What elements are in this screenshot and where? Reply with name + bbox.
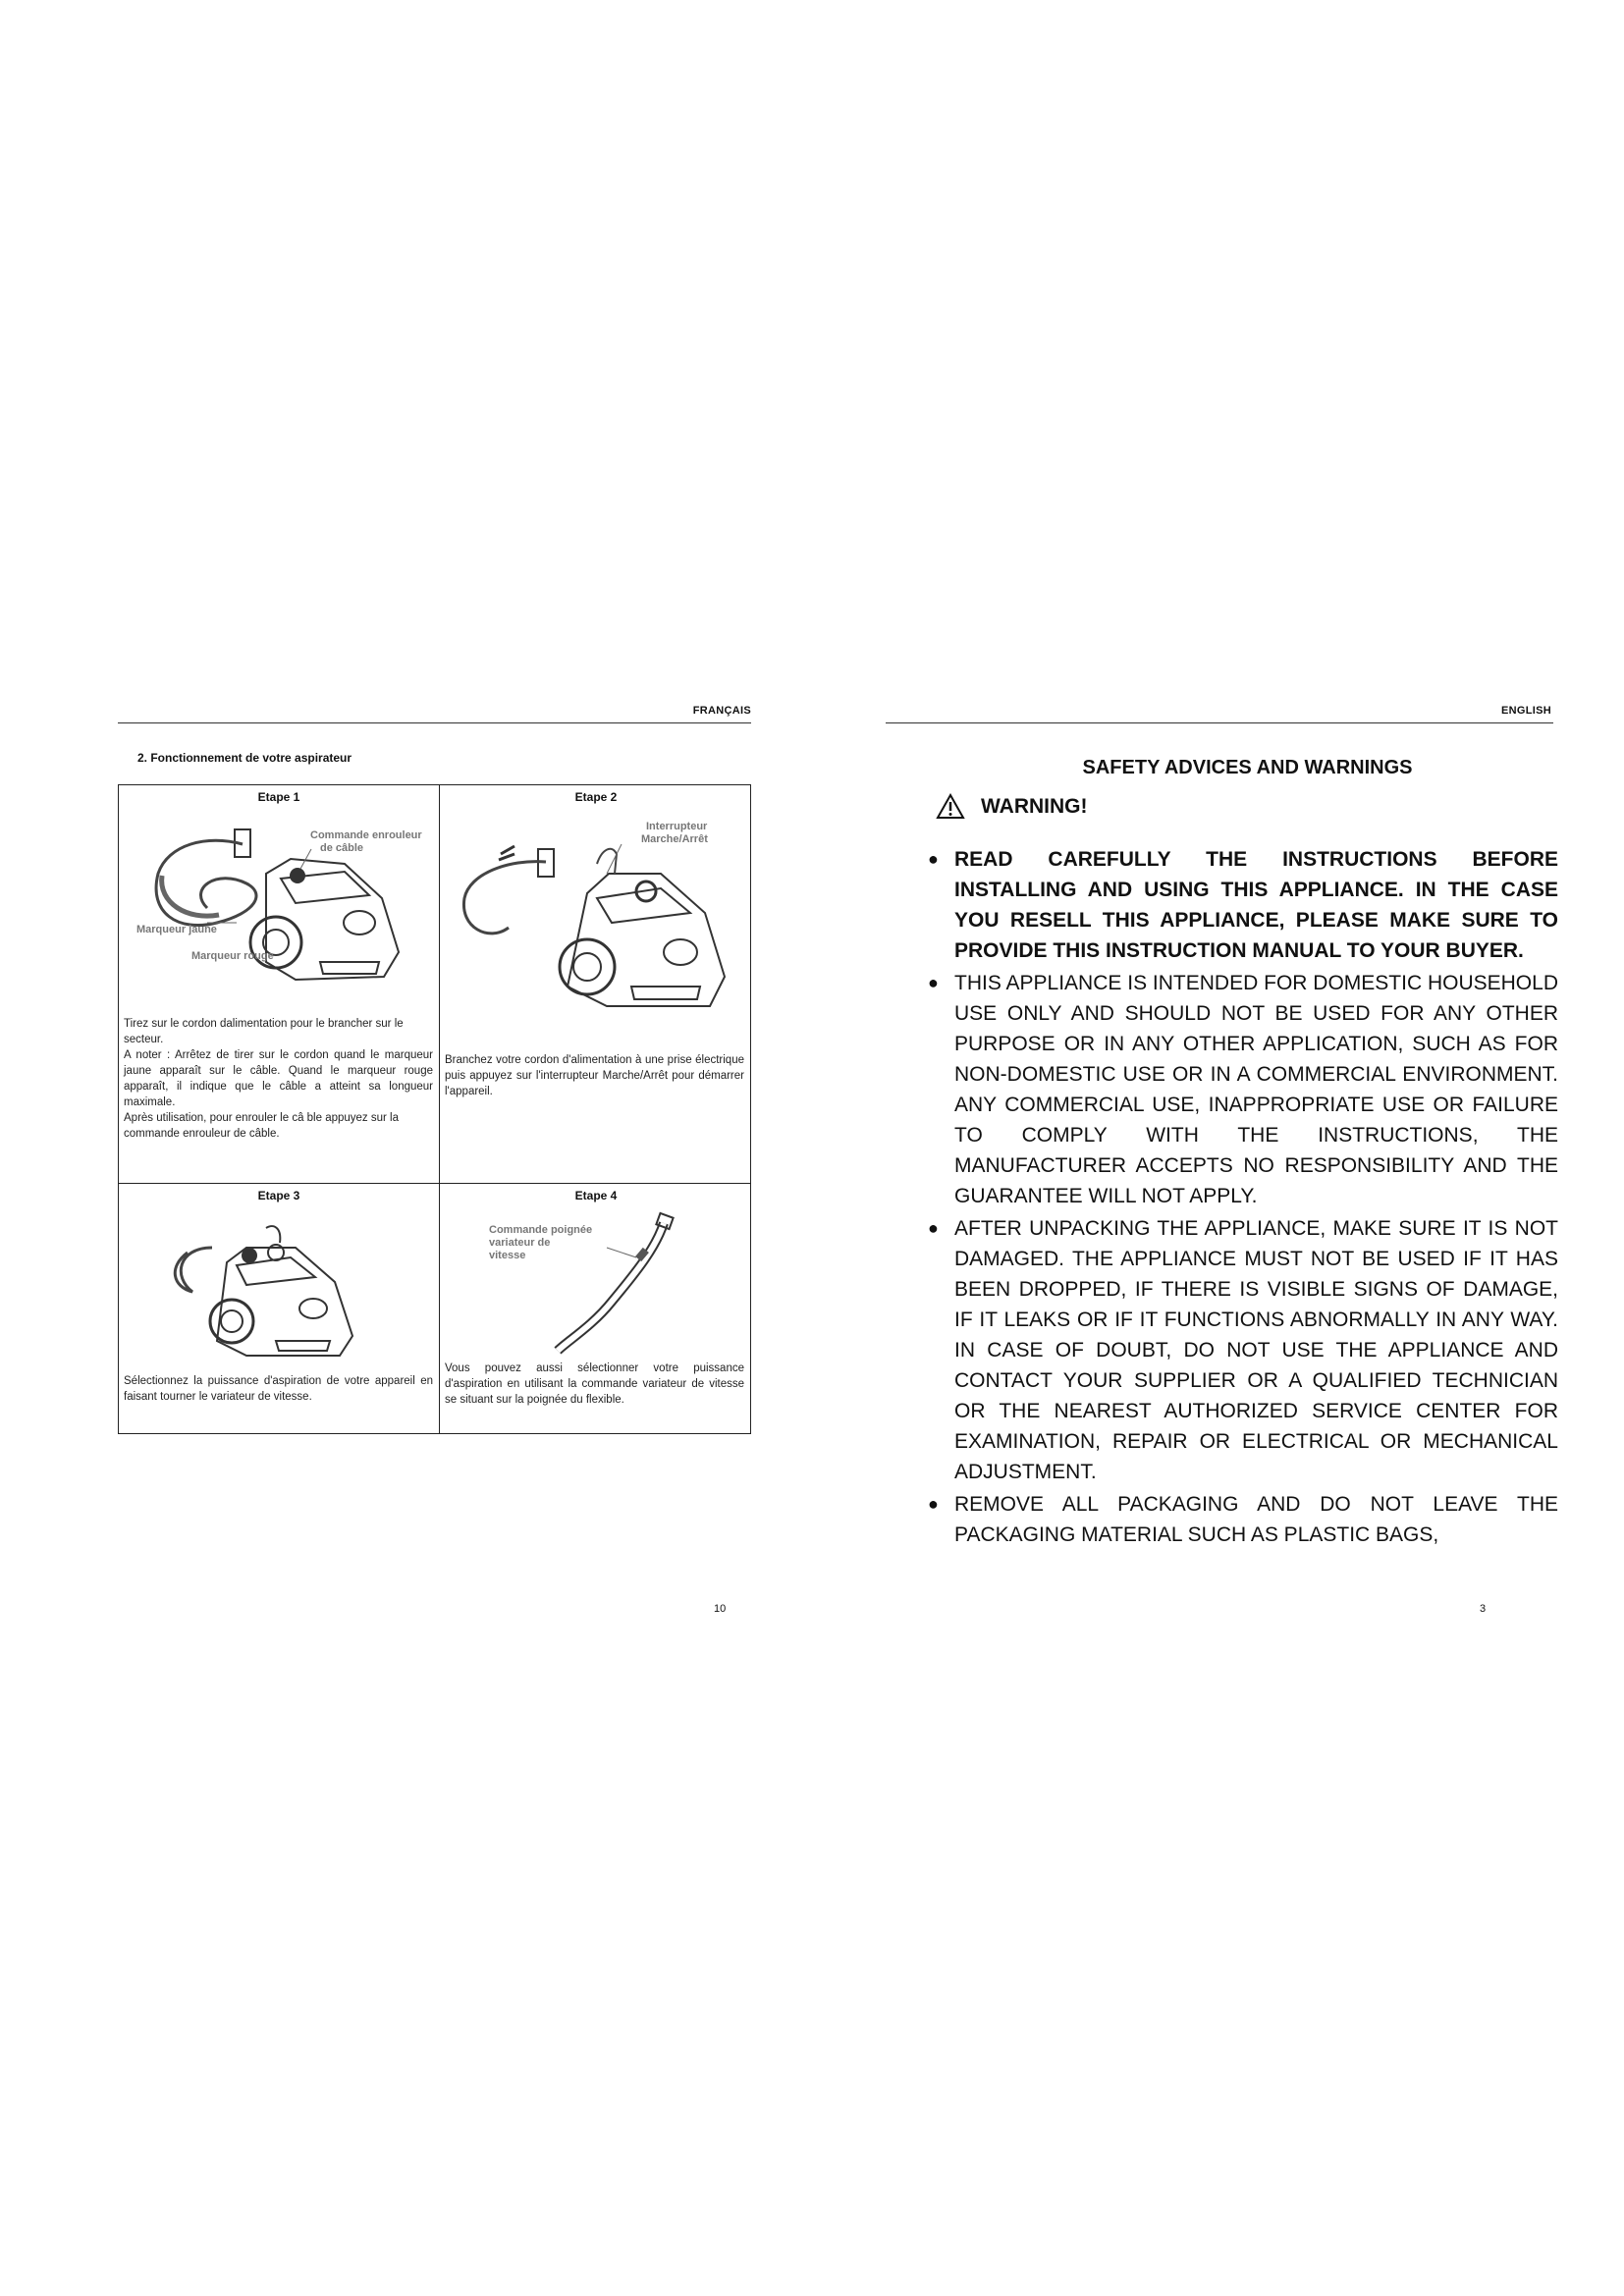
label-switch-2: Marche/Arrêt (641, 833, 708, 845)
language-header: ENGLISH (1501, 705, 1551, 717)
safety-bullets (910, 844, 1558, 1552)
bullet-item: ● AFTER UNPACKING THE APPLIANCE, MAKE SURE IT IS NOT DAMAGED. THE APPLIANCE MUST NOT BE USED IF IT HAS BEEN DROPPED, IF THERE IS VISIBLE SIGNS OF DAMAGE, IF IT LEAKS OR IF IT FUNCTIONS ABNORMALLY IN ANY WAY. IN CASE OF DOUBT, DO NOT USE THE APPLIANCE AND CONTACT YOUR SUPPLIER OR A QUALIFIED TECHNICIAN OR THE NEAREST AUTHORIZED SERVICE CENTER FOR EXAMINATION, REPAIR OR ELECTRICAL OR MECHANICAL ADJUSTMENT. (928, 1217, 1558, 1483)
language-header: FRANÇAIS (692, 705, 751, 717)
step-3-cell (119, 1184, 439, 1435)
step-1-text: Tirez sur le cordon dalimentation pour le brancher sur le secteur. A noter : Arrêtez de tirer sur le cordon quand le marqueur jaune apparaît sur le câble. Quand le marqueur rouge apparaît, il indique que le câble a atteint sa longueur maximale. Après utilisation, pour enrouler le câ ble appuyez sur la commande enrouleur de câble. (124, 1018, 433, 1140)
bullet-item: ● REMOVE ALL PACKAGING AND DO NOT LEAVE THE PACKAGING MATERIAL SUCH AS PLASTIC BAGS, (928, 1493, 1558, 1546)
label-yellow-marker: Marqueur jaune (136, 924, 217, 935)
header-rule (118, 722, 751, 723)
label-switch: Interrupteur (646, 821, 708, 832)
bullet-item: ● READ CAREFULLY THE INSTRUCTIONS BEFORE INSTALLING AND USING THIS APPLIANCE. IN THE CASE YOU RESELL THIS APPLIANCE, PLEASE MAKE SURE TO PROVIDE THIS INSTRUCTION MANUAL TO YOUR BUYER. (928, 848, 1558, 962)
page-number-right: 3 (1480, 1603, 1487, 1615)
label-handle-control-3: vitesse (489, 1250, 526, 1261)
step-4-cell (440, 1184, 752, 1435)
step-4-text: Vous pouvez aussi sélectionner votre puissance d'aspiration en utilisant la commande variateur de vitesse se situant sur la poignée du flexible. (445, 1362, 744, 1406)
warning-label: WARNING! (981, 794, 1088, 818)
section-title: 2. Fonctionnement de votre aspirateur (137, 751, 352, 765)
bullet-item: ● THIS APPLIANCE IS INTENDED FOR DOMESTIC HOUSEHOLD USE ONLY AND SHOULD NOT BE USED FOR ANY OTHER PURPOSE OR IN ANY OTHER APPLICATION, SUCH AS FOR NON-DOMESTIC USE OR IN A COMMERCIAL ENVIRONMENT. ANY COMMERCIAL USE, INAPPROPRIATE USE OR FAILURE TO COMPLY WITH THE INSTRUCTIONS, THE MANUFACTURER ACCEPTS NO RESPONSIBILITY AND THE GUARANTEE WILL NOT APPLY. (928, 972, 1558, 1207)
label-handle-control: Commande poignée (489, 1224, 593, 1236)
step-1-title: Etape 1 (257, 790, 300, 804)
header-rule (886, 722, 1553, 723)
label-cable-reel-2: de câble (320, 842, 364, 854)
vacuum-illustration-step2 (440, 805, 752, 1041)
step-1-cell (119, 785, 439, 1183)
label-cable-reel: Commande enrouleur (310, 829, 422, 841)
step-2-text: Branchez votre cordon d'alimentation à une prise électrique puis appuyez sur l'interrupteur Marche/Arrêt pour démarrer l'appareil. (445, 1054, 744, 1097)
hose-handle-illustration (440, 1203, 752, 1370)
step-2-title: Etape 2 (574, 790, 618, 804)
vacuum-illustration-step3 (119, 1208, 439, 1375)
label-red-marker: Marqueur rouge (191, 950, 274, 962)
step-4-title: Etape 4 (574, 1189, 618, 1202)
label-handle-control-2: variateur de (489, 1237, 551, 1249)
steps-table (118, 784, 751, 1434)
page-number-left: 10 (714, 1603, 727, 1615)
vacuum-illustration-step1 (119, 805, 439, 1031)
warning-triangle-icon (936, 793, 965, 820)
step-3-text: Sélectionnez la puissance d'aspiration de votre appareil en faisant tourner le variateur de vitesse. (124, 1375, 433, 1403)
step-2-cell (440, 785, 752, 1183)
step-3-title: Etape 3 (257, 1189, 300, 1202)
safety-title: SAFETY ADVICES AND WARNINGS (1082, 757, 1413, 778)
warning-heading (936, 793, 1088, 820)
